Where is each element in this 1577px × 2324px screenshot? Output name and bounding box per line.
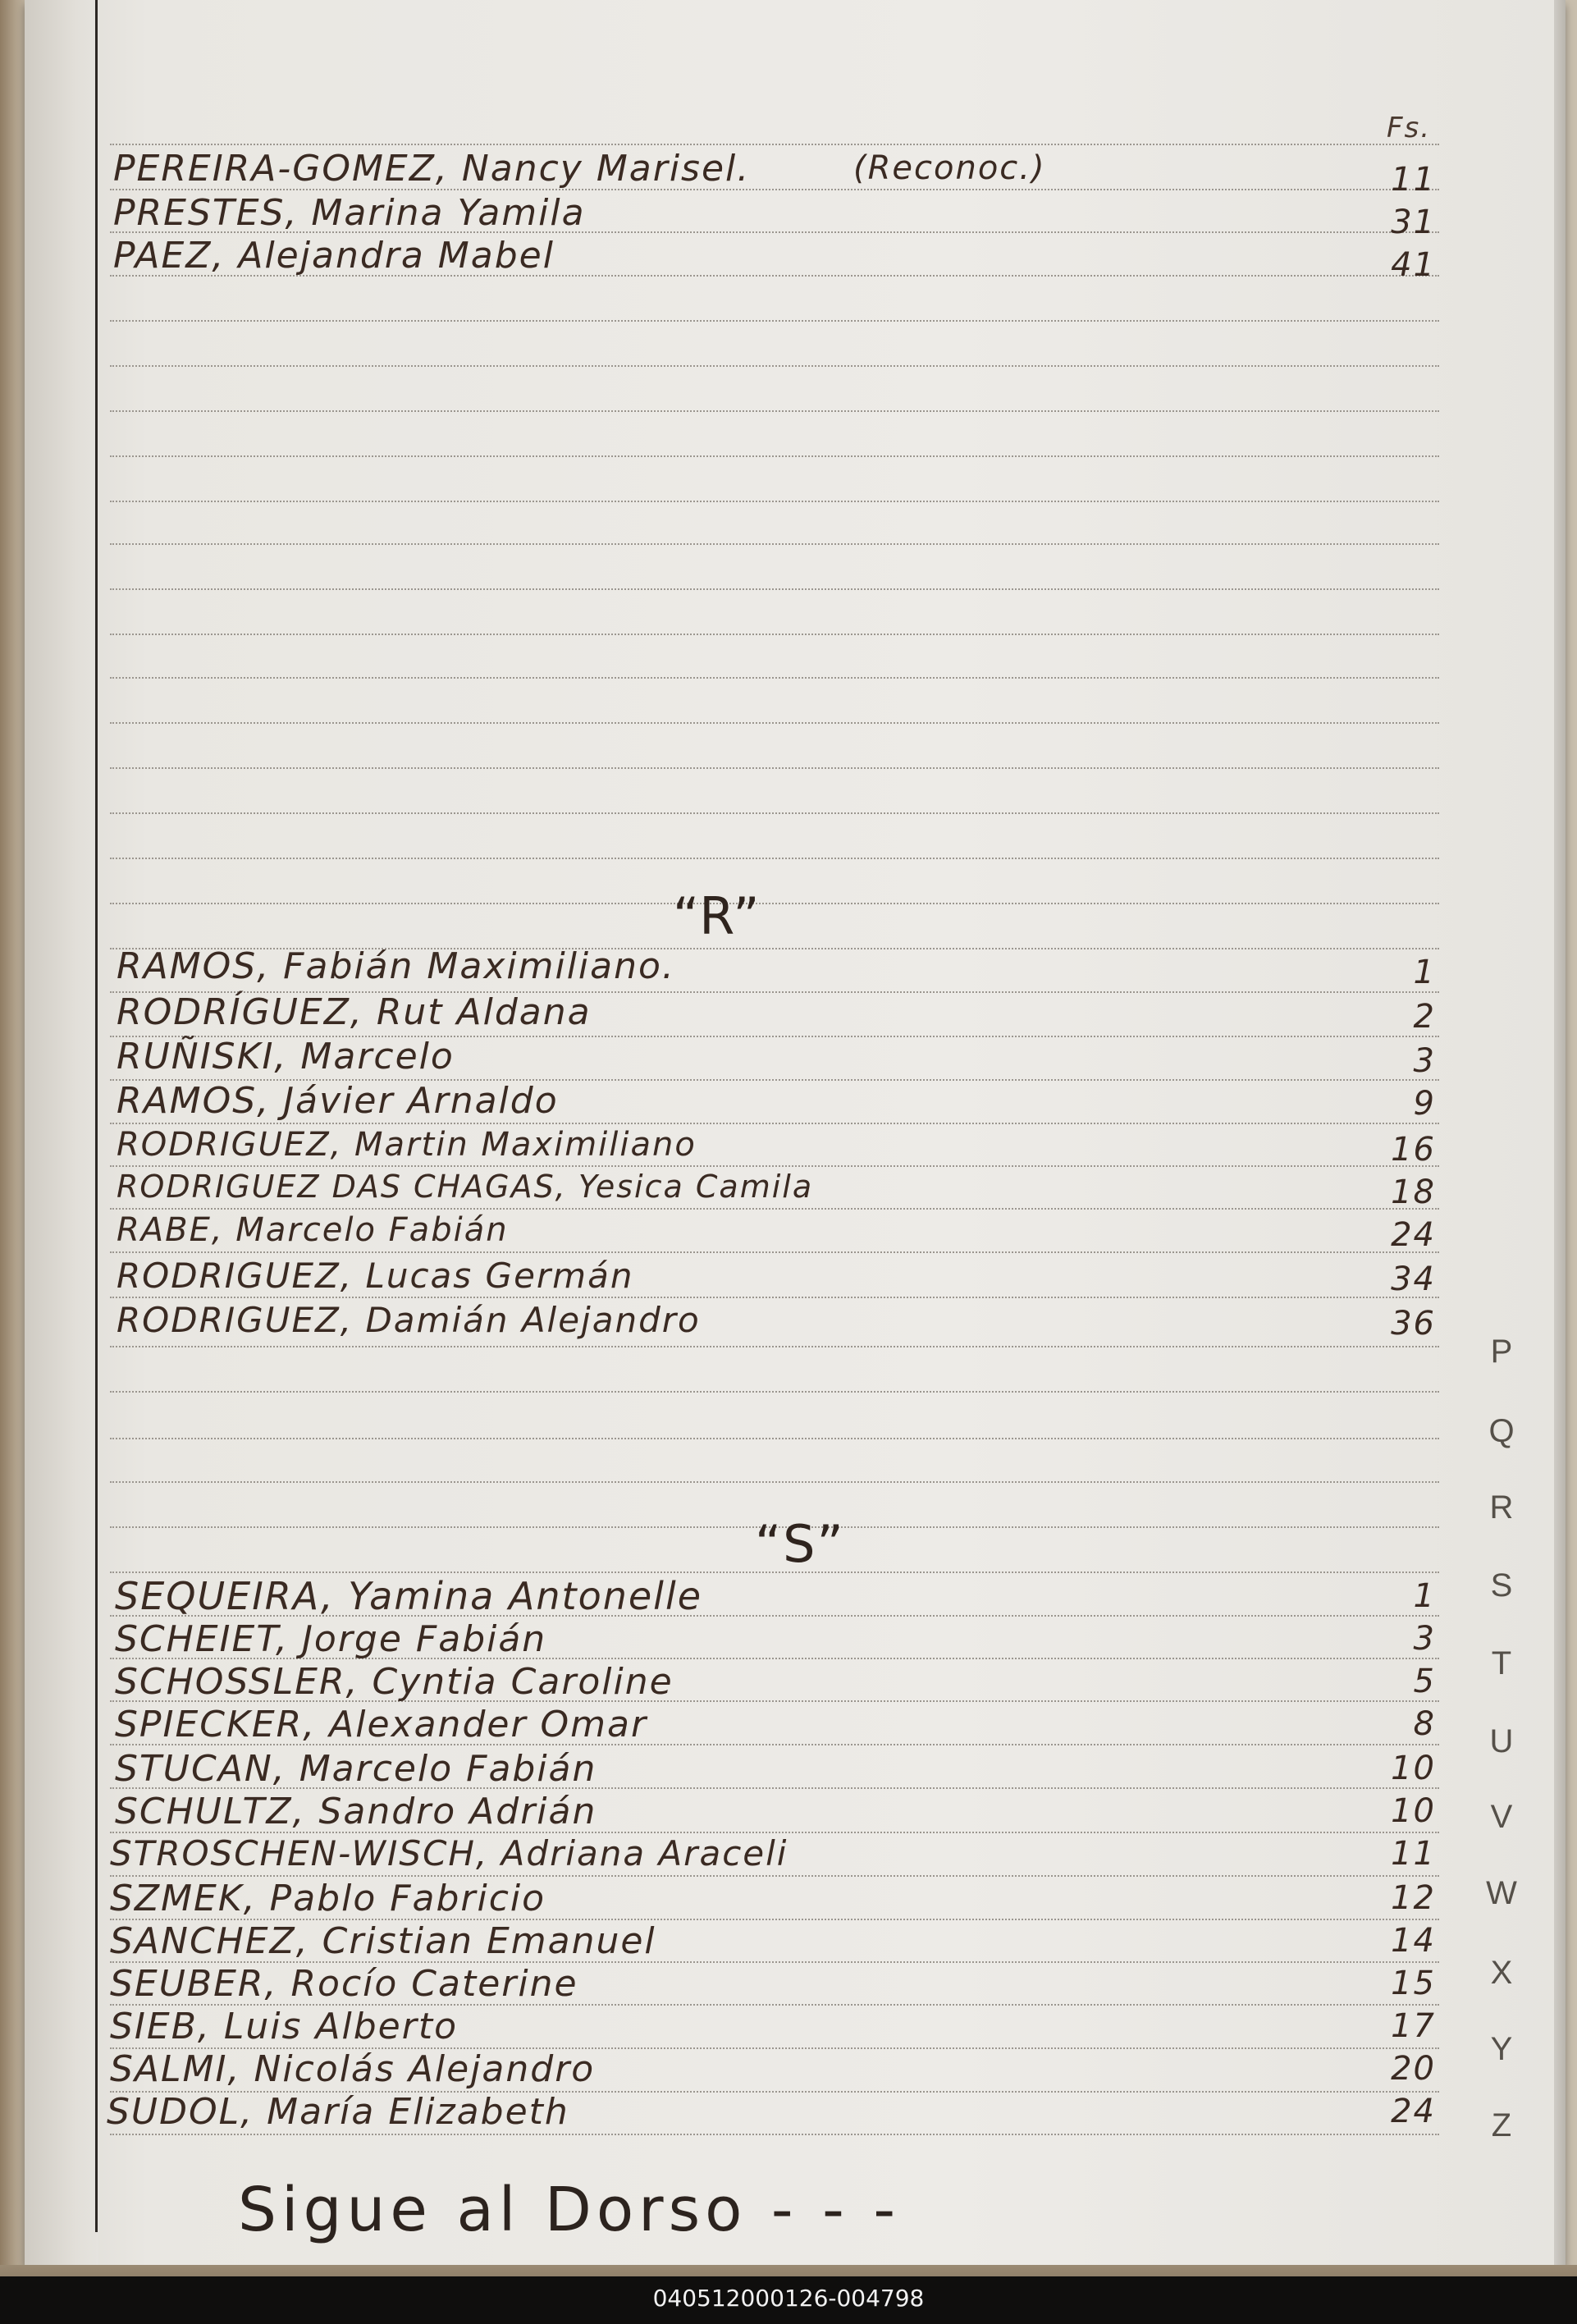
entry-name: SIEB, Luis Alberto: [110, 2006, 458, 2047]
entry-name: RODRÍGUEZ, Rut Aldana: [117, 991, 592, 1033]
entry-folio: 15: [1391, 1965, 1436, 2002]
entry-name: SCHOSSLER, Cyntia Caroline: [115, 1661, 674, 1703]
continued-on-back-note: Sigue al Dorso - - -: [238, 2175, 901, 2245]
index-tab-x[interactable]: X: [1490, 1955, 1513, 1991]
index-tab-q[interactable]: Q: [1488, 1413, 1515, 1449]
entry-folio: 31: [1391, 204, 1436, 241]
entry-folio: 8: [1413, 1705, 1436, 1743]
entry-folio: 1: [1413, 1577, 1436, 1615]
margin-line: [95, 0, 98, 2232]
entry-name: RODRIGUEZ, Martin Maximiliano: [117, 1126, 697, 1164]
entry-name: SCHULTZ, Sandro Adrián: [115, 1791, 597, 1832]
index-tab-z[interactable]: Z: [1491, 2107, 1512, 2143]
entry-name: PEREIRA-GOMEZ, Nancy Marisel.: [113, 148, 751, 190]
entry-name: SANCHEZ, Cristian Emanuel: [110, 1920, 656, 1962]
entry-name: SCHEIET, Jorge Fabián: [115, 1618, 547, 1660]
entry-name: STROSCHEN-WISCH, Adriana Araceli: [110, 1833, 788, 1873]
index-tab-p[interactable]: P: [1490, 1334, 1513, 1370]
entry-folio: 16: [1391, 1131, 1436, 1169]
entry-name: SUDOL, María Elizabeth: [107, 2091, 569, 2133]
section-heading: “R”: [673, 886, 761, 946]
entry-folio: 9: [1413, 1085, 1436, 1123]
section-heading: “S”: [755, 1514, 845, 1574]
index-tab-w[interactable]: W: [1486, 1875, 1517, 1911]
page-spine-shadow: [25, 0, 98, 2265]
entry-folio: 11: [1391, 1835, 1436, 1873]
entry-name: RODRIGUEZ, Lucas Germán: [117, 1256, 634, 1296]
index-tab-v[interactable]: V: [1490, 1799, 1513, 1835]
entry-folio: 11: [1391, 161, 1436, 199]
entry-name: RODRIGUEZ DAS CHAGAS, Yesica Camila: [117, 1169, 814, 1205]
entry-folio: 12: [1391, 1879, 1436, 1917]
entry-name: STUCAN, Marcelo Fabián: [115, 1748, 597, 1790]
entry-folio: 20: [1391, 2050, 1436, 2088]
entry-name: SALMI, Nicolás Alejandro: [110, 2048, 596, 2090]
entry-name: PAEZ, Alejandra Mabel: [113, 235, 555, 277]
entry-name: RAMOS, Fabián Maximiliano.: [117, 945, 675, 987]
entry-name: RAMOS, Jávier Arnaldo: [117, 1080, 559, 1122]
entry-name: RUÑISKI, Marcelo: [117, 1036, 455, 1077]
entry-name: SZMEK, Pablo Fabricio: [110, 1878, 546, 1919]
entry-name: SEUBER, Rocío Caterine: [110, 1963, 578, 2005]
entry-folio: 18: [1391, 1173, 1436, 1211]
entry-folio: 1: [1413, 954, 1436, 991]
entry-folio: 14: [1391, 1922, 1436, 1960]
entry-folio: 3: [1413, 1620, 1436, 1658]
entry-folio: 5: [1413, 1663, 1436, 1700]
entry-name: RODRIGUEZ, Damián Alejandro: [117, 1300, 701, 1340]
page-right-edge: [1554, 0, 1566, 2265]
entry-folio: 3: [1413, 1042, 1436, 1080]
entry-folio: 10: [1391, 1750, 1436, 1787]
entry-note: (Reconoc.): [853, 149, 1046, 187]
entry-folio: 2: [1413, 998, 1436, 1036]
entry-folio: 24: [1391, 1216, 1436, 1254]
index-tab-t[interactable]: T: [1491, 1645, 1512, 1681]
entry-name: RABE, Marcelo Fabián: [117, 1211, 509, 1249]
entry-folio: 17: [1391, 2007, 1436, 2045]
folio-column-label: Fs.: [1387, 112, 1432, 144]
entry-folio: 10: [1391, 1792, 1436, 1830]
entry-name: SPIECKER, Alexander Omar: [115, 1704, 648, 1745]
index-tab-u[interactable]: U: [1489, 1723, 1514, 1759]
entry-name: SEQUEIRA, Yamina Antonelle: [115, 1574, 703, 1618]
entry-folio: 34: [1391, 1260, 1436, 1298]
index-tab-y[interactable]: Y: [1490, 2031, 1513, 2067]
entry-folio: 41: [1391, 246, 1436, 284]
index-tab-r[interactable]: R: [1489, 1489, 1514, 1526]
index-tab-s[interactable]: S: [1490, 1567, 1513, 1603]
entry-folio: 36: [1391, 1305, 1436, 1343]
image-caption: 040512000126-004798: [652, 2285, 925, 2312]
entry-name: PRESTES, Marina Yamila: [113, 192, 586, 234]
entry-folio: 24: [1391, 2093, 1436, 2130]
